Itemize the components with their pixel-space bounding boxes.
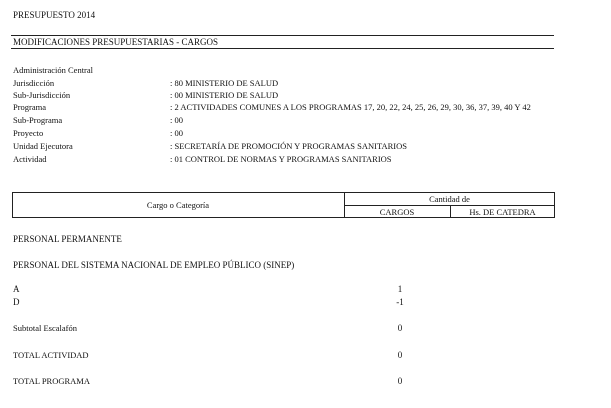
section-personal-permanente: PERSONAL PERMANENTE: [13, 234, 122, 244]
column-header-cantidad: Cantidad de: [429, 194, 470, 204]
total-programa-label: TOTAL PROGRAMA: [13, 376, 91, 386]
column-header-cargo: Cargo o Categoría: [146, 200, 210, 210]
info-value-subjurisdiccion: : 00 MINISTERIO DE SALUD: [170, 90, 279, 100]
info-value-actividad: : 01 CONTROL DE NORMAS Y PROGRAMAS SANITARIOS: [170, 154, 392, 164]
top-rule: [11, 35, 554, 36]
info-label-unidad: Unidad Ejecutora: [13, 141, 73, 151]
subtitle-rule: [11, 48, 554, 49]
info-value-programa: : 2 ACTIVIDADES COMUNES A LOS PROGRAMAS 17, 20, 22, 24, 25, 26, 29, 30, 36, 37, 39, 40 Y 42: [170, 102, 531, 112]
info-label-actividad: Actividad: [13, 154, 47, 164]
total-actividad-value: 0: [397, 350, 403, 360]
total-actividad-label: TOTAL ACTIVIDAD: [13, 350, 89, 360]
row-label-d: D: [13, 297, 20, 307]
info-value-jurisdiccion: : 80 MINISTERIO DE SALUD: [170, 78, 279, 88]
total-programa-value: 0: [397, 376, 403, 386]
admin-label: Administración Central: [13, 65, 94, 75]
row-value-d: -1: [396, 297, 404, 307]
info-label-programa: Programa: [13, 102, 47, 112]
subtotal-value: 0: [397, 323, 403, 333]
info-label-subjurisdiccion: Sub-Jurisdicción: [13, 90, 71, 100]
info-value-proyecto: : 00: [170, 128, 183, 138]
column-header-cargos: CARGOS: [379, 207, 415, 217]
row-label-a: A: [13, 284, 20, 294]
info-label-jurisdiccion: Jurisdicción: [13, 78, 55, 88]
info-value-unidad: : SECRETARÍA DE PROMOCIÓN Y PROGRAMAS SANITARIOS: [170, 141, 407, 151]
row-value-a: 1: [397, 284, 403, 294]
document-title: PRESUPUESTO 2014: [13, 10, 96, 20]
column-header-horas: Hs. DE CATEDRA: [469, 207, 536, 217]
info-label-proyecto: Proyecto: [13, 128, 44, 138]
section-sinep: PERSONAL DEL SISTEMA NACIONAL DE EMPLEO PÚBLICO (SINEP): [13, 260, 295, 270]
info-label-subprograma: Sub-Programa: [13, 115, 63, 125]
subtotal-label: Subtotal Escalafón: [13, 323, 77, 333]
document-subtitle: MODIFICACIONES PRESUPUESTARIAS - CARGOS: [13, 37, 219, 47]
info-value-subprograma: : 00: [170, 115, 183, 125]
